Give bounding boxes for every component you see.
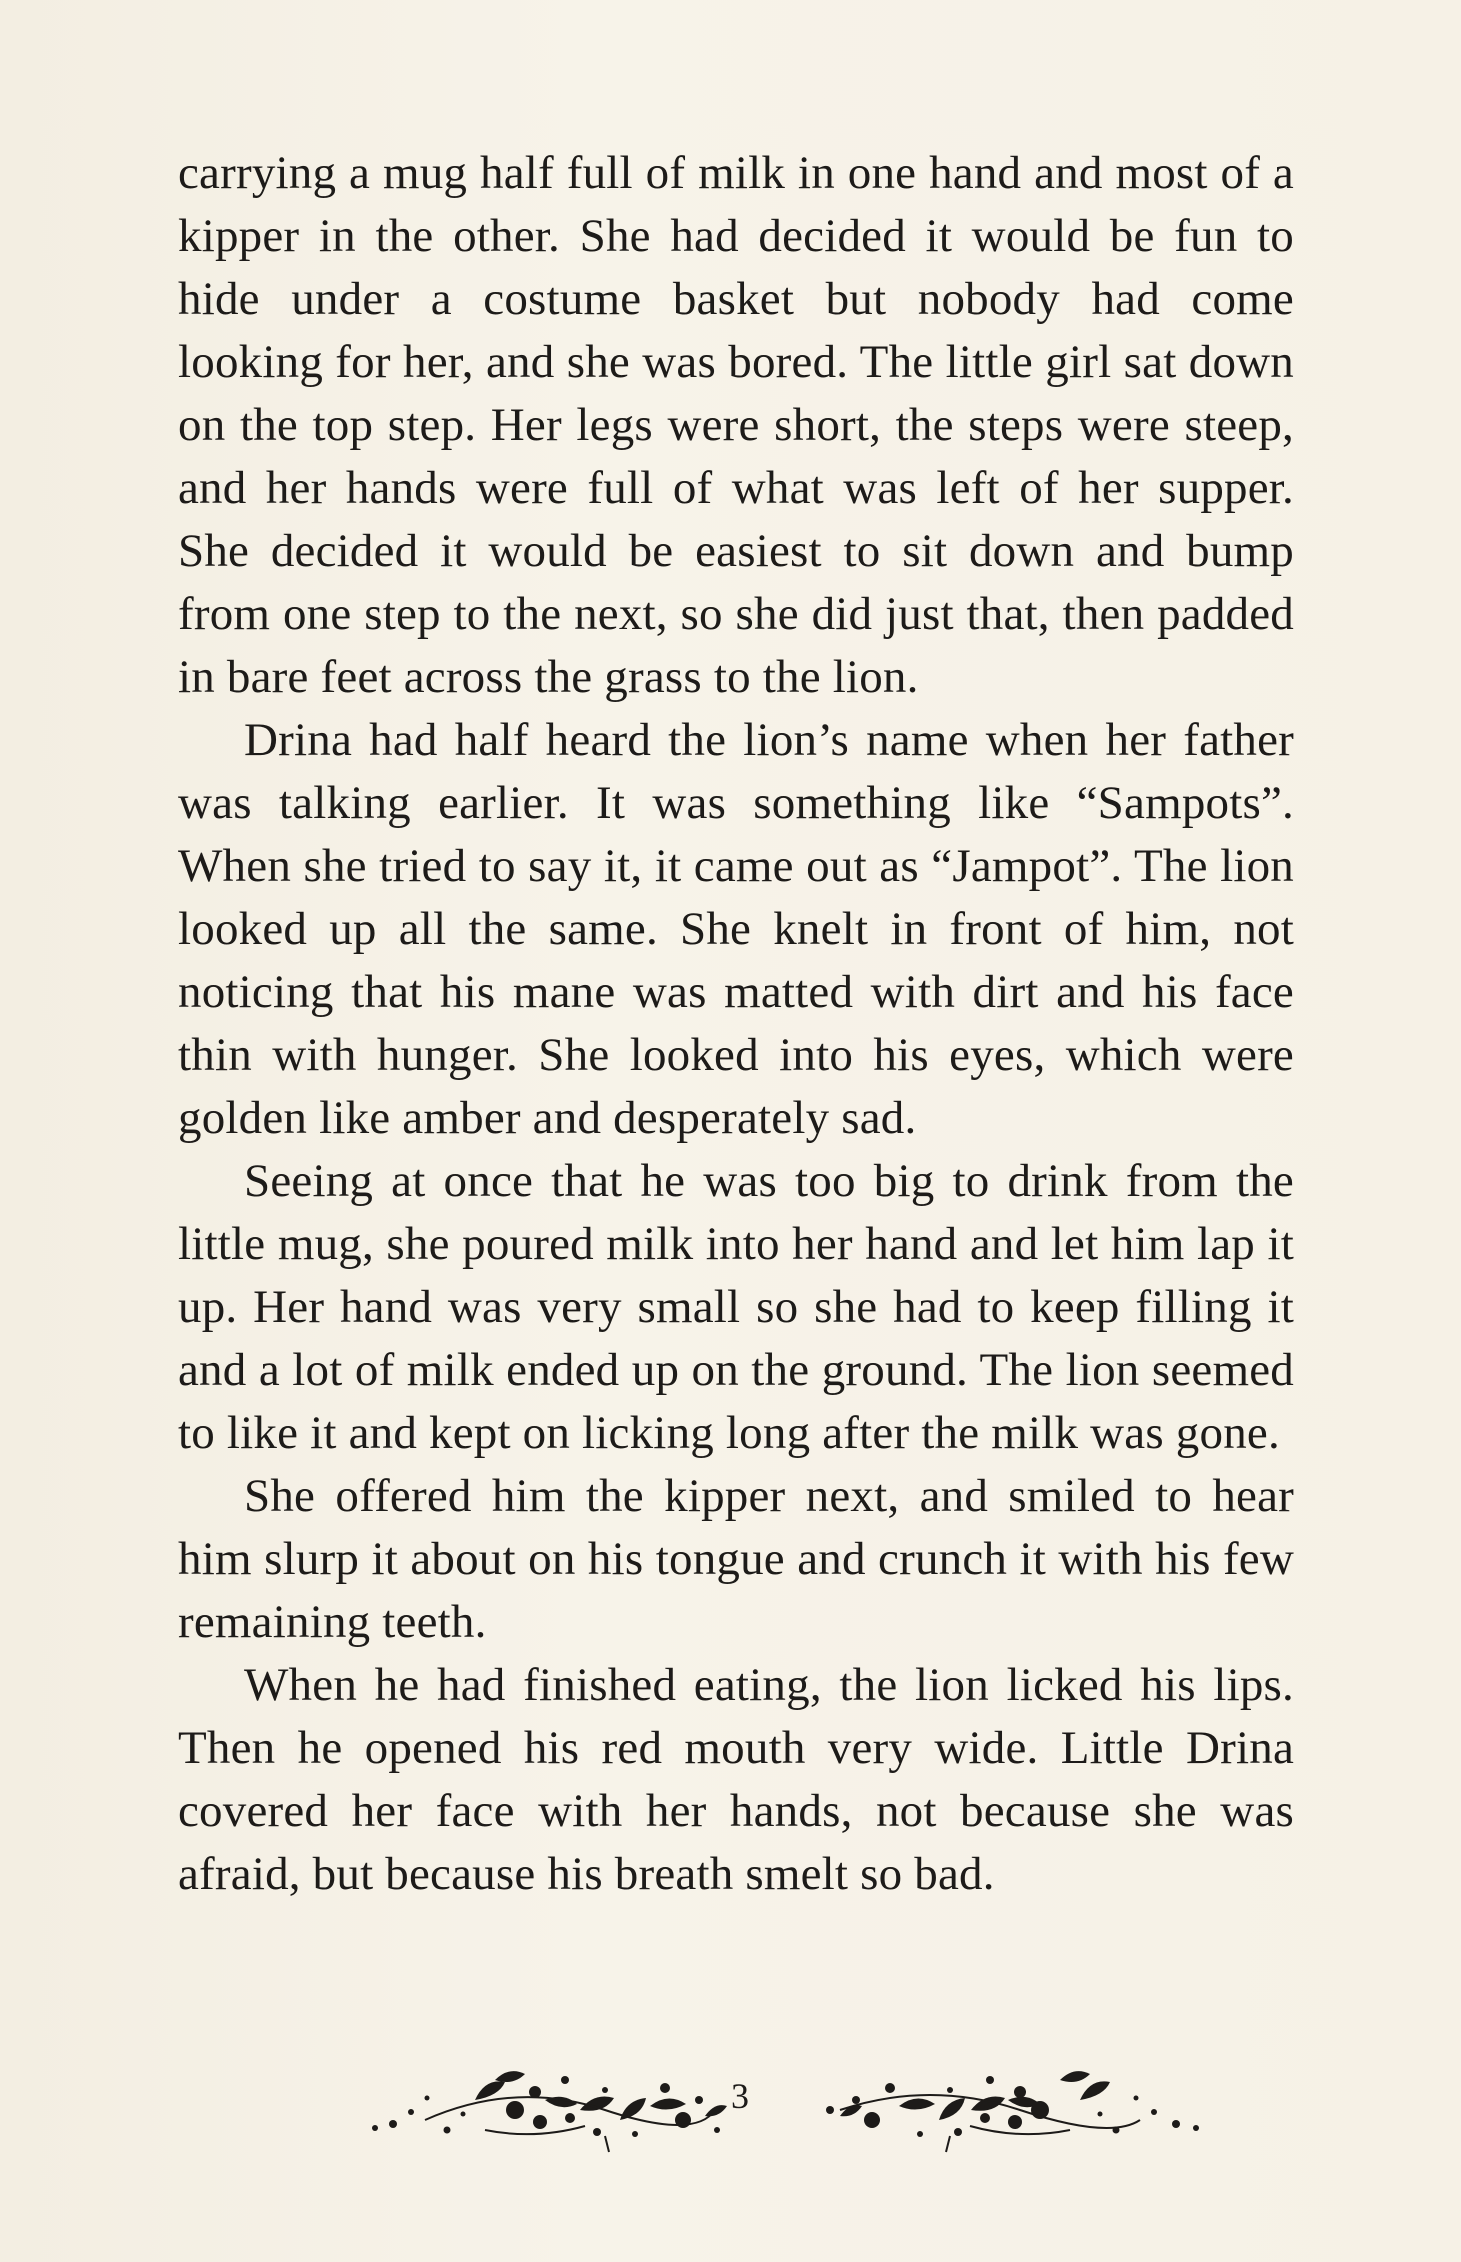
paragraph-4: She offered him the kipper next, and smiled to hear him slurp it about on his tongue and crunch it with his few remaining teeth. [178,1470,1294,1648]
page-footer [0,2040,1461,2160]
paragraph-1: carrying a mug half full of milk in one hand and most of a kipper in the other. She had decided it would be fun to hide under a costume basket but nobody had come looking for her, and she was bored. The little girl sat down on the top step. Her legs were short, the steps were steep, and her hands were full of what was left of her supper. She decided it would be easiest to sit down and bump from one step to the next, so she did just that, then padded in bare feet across the grass to the lion. [178,147,1294,703]
paragraph-2: Drina had half heard the lion’s name when her father was talking earlier. It was something like “Sampots”. When she tried to say it, it came out as “Jampot”. The lion looked up all the same. She knelt in front of him, not noticing that his mane was matted with dirt and his face thin with hunger. She looked into his eyes, which were golden like amber and desperately sad. [178,714,1294,1144]
body-text [178,142,1294,1906]
page-number: 3 [731,2076,749,2116]
paragraph-5: When he had finished eating, the lion licked his lips. Then he opened his red mouth very wide. Little Drina covered her face with her hands, not because she was afraid, but because his breath smelt so bad. [178,1659,1294,1900]
paragraph-3: Seeing at once that he was too big to drink from the little mug, she poured milk into her hand and let him lap it up. Her hand was very small so she had to keep filling it and a lot of milk ended up on the ground. The lion seemed to like it and kept on licking long after the milk was gone. [178,1155,1294,1459]
floral-ornament-right-icon [800,2040,1220,2160]
